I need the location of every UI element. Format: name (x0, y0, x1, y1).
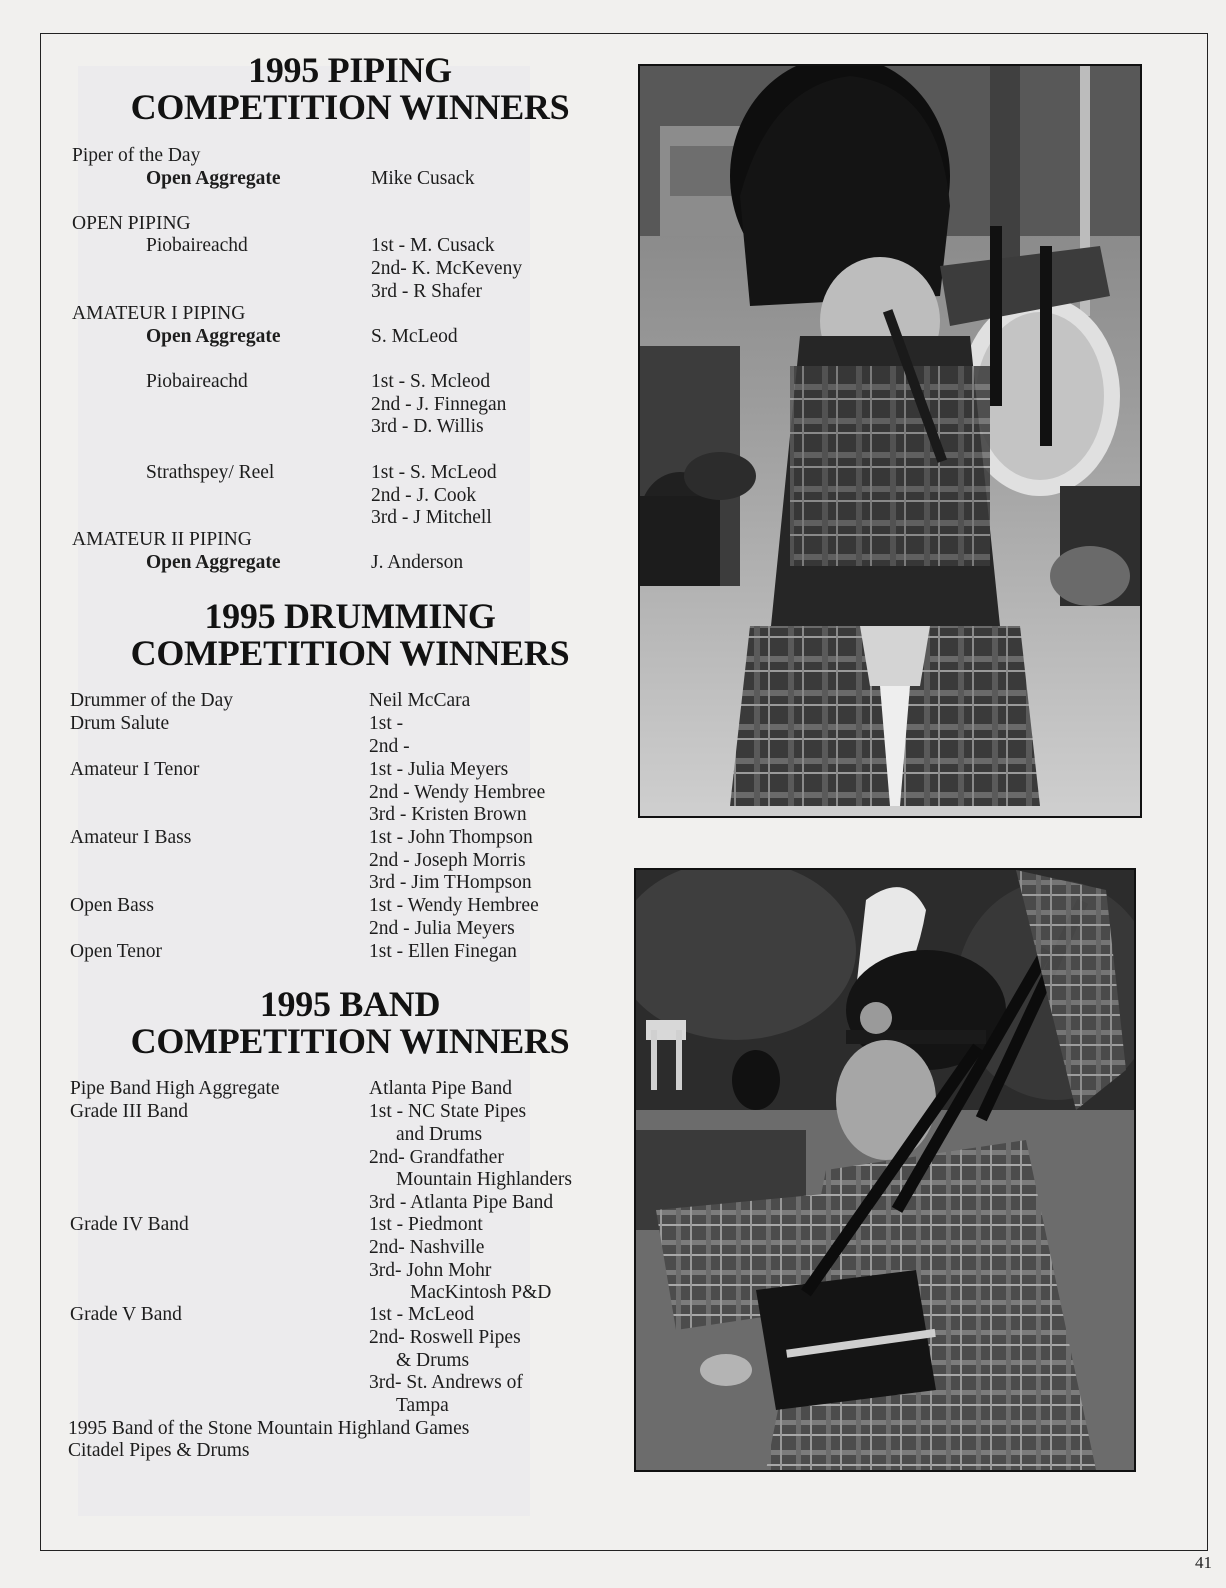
grade3-2nd: 2nd- Grandfather (369, 1147, 504, 1168)
piobaireachd-label: Piobaireachd (146, 235, 248, 256)
piping-heading (60, 52, 640, 126)
band-heading-line2: COMPETITION WINNERS (130, 1021, 570, 1061)
amateur1-piob-2nd: 2nd - J. Finnegan (371, 394, 507, 415)
open-piping-label: OPEN PIPING (72, 213, 191, 234)
open-tenor-1st: 1st - Ellen Finegan (369, 941, 517, 962)
grade4-3rd-cont: MacKintosh P&D (410, 1282, 552, 1303)
grade5-3rd-cont: Tampa (396, 1395, 449, 1416)
photo-piper-profile-image (636, 870, 1134, 1470)
drum-salute-label: Drum Salute (70, 713, 170, 734)
stone-mountain-label: 1995 Band of the Stone Mountain Highland Games (68, 1418, 470, 1439)
amateur1-open-aggregate-winner: S. McLeod (371, 326, 458, 347)
grade3-1st: 1st - NC State Pipes (369, 1101, 527, 1122)
strathspey-2nd: 2nd - J. Cook (371, 485, 477, 506)
open-bass-label: Open Bass (70, 895, 154, 916)
drummer-of-day-winner: Neil McCara (369, 690, 471, 711)
piping-heading-line2: COMPETITION WINNERS (130, 87, 570, 127)
photo-piper-profile (634, 868, 1136, 1472)
open-bass-2nd: 2nd - Julia Meyers (369, 918, 515, 939)
grade4-label: Grade IV Band (70, 1214, 189, 1235)
drumming-heading-line1: 1995 DRUMMING (204, 596, 496, 636)
photo-piper-bonnet (638, 64, 1142, 818)
amateur1-piobaireachd-label: Piobaireachd (146, 371, 248, 392)
open-aggregate-label: Open Aggregate (146, 168, 281, 189)
grade3-1st-cont: and Drums (396, 1124, 483, 1145)
drummer-of-day-label: Drummer of the Day (70, 690, 233, 711)
amateur1-tenor-1st: 1st - Julia Meyers (369, 759, 509, 780)
grade3-label: Grade III Band (70, 1101, 189, 1122)
piper-of-day-label: Piper of the Day (72, 145, 201, 166)
grade3-3rd: 3rd - Atlanta Pipe Band (369, 1192, 554, 1213)
amateur2-piping-label: AMATEUR II PIPING (72, 529, 252, 550)
drumming-heading (60, 598, 640, 672)
band-heading-line1: 1995 BAND (259, 984, 441, 1024)
amateur2-open-aggregate-winner: J. Anderson (371, 552, 464, 573)
stone-mountain-band: Citadel Pipes & Drums (68, 1440, 250, 1461)
photo-piper-bonnet-image (640, 66, 1140, 816)
grade4-3rd: 3rd- John Mohr (369, 1260, 492, 1281)
open-tenor-label: Open Tenor (70, 941, 162, 962)
open-piob-2nd: 2nd- K. McKeveny (371, 258, 523, 279)
piping-heading-line1: 1995 PIPING (248, 50, 452, 90)
drum-salute-2nd: 2nd - (369, 736, 410, 757)
grade5-label: Grade V Band (70, 1304, 182, 1325)
grade4-2nd: 2nd- Nashville (369, 1237, 485, 1258)
grade5-3rd: 3rd- St. Andrews of (369, 1372, 523, 1393)
open-piob-3rd: 3rd - R Shafer (371, 281, 483, 302)
grade4-1st: 1st - Piedmont (369, 1214, 483, 1235)
strathspey-label: Strathspey/ Reel (146, 462, 275, 483)
amateur2-open-aggregate-label: Open Aggregate (146, 552, 281, 573)
amateur1-bass-1st: 1st - John Thompson (369, 827, 533, 848)
open-piob-1st: 1st - M. Cusack (371, 235, 495, 256)
amateur1-tenor-2nd: 2nd - Wendy Hembree (369, 782, 546, 803)
open-bass-1st: 1st - Wendy Hembree (369, 895, 539, 916)
grade5-2nd-cont: & Drums (396, 1350, 470, 1371)
amateur1-bass-3rd: 3rd - Jim THompson (369, 872, 532, 893)
amateur1-piping-label: AMATEUR I PIPING (72, 303, 246, 324)
high-aggregate-winner: Atlanta Pipe Band (369, 1078, 512, 1099)
drumming-heading-line2: COMPETITION WINNERS (130, 633, 570, 673)
amateur1-piob-1st: 1st - S. Mcleod (371, 371, 491, 392)
amateur1-tenor-label: Amateur I Tenor (70, 759, 200, 780)
page-number: 41 (1195, 1553, 1212, 1572)
grade5-1st: 1st - McLeod (369, 1304, 475, 1325)
amateur1-bass-label: Amateur I Bass (70, 827, 192, 848)
strathspey-3rd: 3rd - J Mitchell (371, 507, 492, 528)
band-heading (60, 986, 640, 1060)
grade3-2nd-cont: Mountain Highlanders (396, 1169, 573, 1190)
strathspey-1st: 1st - S. McLeod (371, 462, 497, 483)
grade5-2nd: 2nd- Roswell Pipes (369, 1327, 521, 1348)
amateur1-open-aggregate-label: Open Aggregate (146, 326, 281, 347)
amateur1-tenor-3rd: 3rd - Kristen Brown (369, 804, 527, 825)
open-aggregate-winner: Mike Cusack (371, 168, 475, 189)
amateur1-piob-3rd: 3rd - D. Willis (371, 416, 484, 437)
high-aggregate-label: Pipe Band High Aggregate (70, 1078, 280, 1099)
amateur1-bass-2nd: 2nd - Joseph Morris (369, 850, 526, 871)
drum-salute-1st: 1st - (369, 713, 404, 734)
